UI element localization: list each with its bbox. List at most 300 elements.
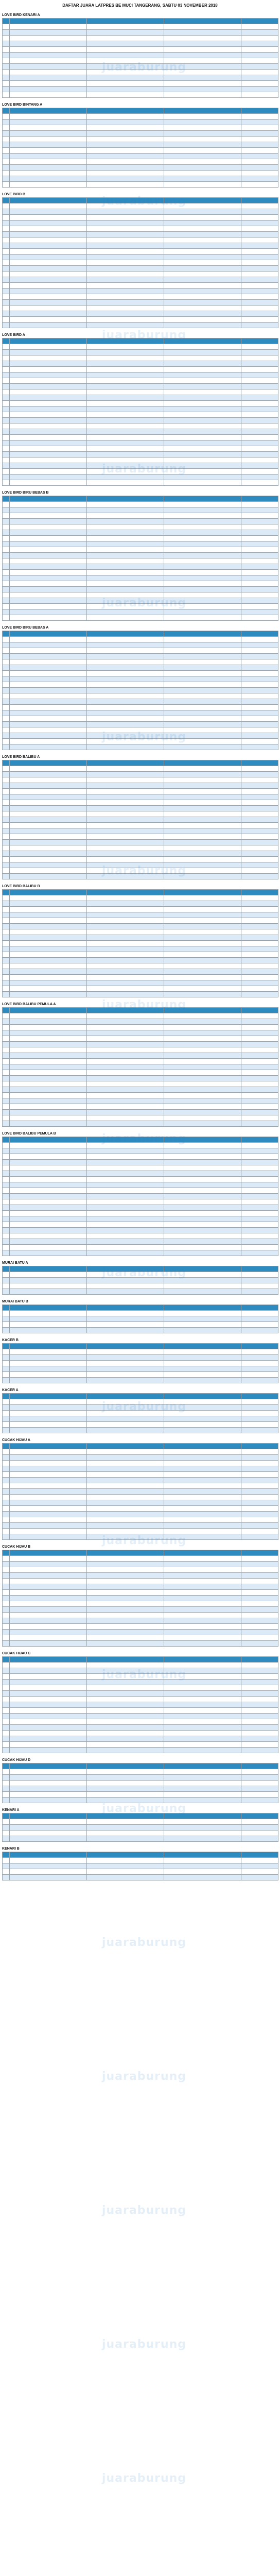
table-cell <box>10 727 87 733</box>
table-cell <box>241 1500 278 1506</box>
table-cell <box>10 154 87 159</box>
table-cell <box>10 1019 87 1025</box>
table-cell <box>3 705 10 710</box>
table-header-row <box>3 1444 278 1449</box>
table-cell <box>164 277 241 283</box>
table-cell <box>164 1769 241 1775</box>
table-cell <box>87 209 164 215</box>
table-cell <box>241 24 278 30</box>
table-row <box>3 941 278 946</box>
table-cell <box>87 637 164 642</box>
header-cell <box>241 1764 278 1769</box>
table-cell <box>10 423 87 429</box>
table-cell <box>241 260 278 266</box>
watermark-text: juaraburung <box>101 1802 187 1815</box>
table-cell <box>10 1087 87 1093</box>
table-cell <box>87 125 164 131</box>
table-row <box>3 1064 278 1070</box>
table-row <box>3 1311 278 1316</box>
table-cell <box>241 733 278 739</box>
table-cell <box>241 868 278 874</box>
table-cell <box>87 806 164 811</box>
table-cell <box>164 137 241 142</box>
table-cell <box>164 1736 241 1742</box>
table-cell <box>3 519 10 524</box>
table-cell <box>87 963 164 969</box>
table-cell <box>3 1182 10 1188</box>
table-cell <box>87 1053 164 1059</box>
table-cell <box>164 266 241 272</box>
table-cell <box>164 558 241 564</box>
table-cell <box>3 1013 10 1019</box>
table-cell <box>241 1349 278 1355</box>
table-cell <box>87 148 164 154</box>
table-cell <box>241 648 278 654</box>
table-cell <box>241 895 278 901</box>
table-row <box>3 1630 278 1635</box>
results-section <box>2 884 278 997</box>
table-row <box>3 446 278 452</box>
table-cell <box>3 429 10 435</box>
table-cell <box>241 570 278 575</box>
table-cell <box>87 1349 164 1355</box>
table-cell <box>164 817 241 823</box>
table-cell <box>87 615 164 621</box>
table-cell <box>10 1361 87 1366</box>
table-cell <box>10 361 87 367</box>
table-cell <box>164 665 241 671</box>
table-cell <box>164 794 241 800</box>
table-cell <box>241 530 278 536</box>
table-cell <box>241 699 278 705</box>
table-cell <box>87 929 164 935</box>
table-row <box>3 598 278 604</box>
table-cell <box>10 323 87 328</box>
table-cell <box>164 1366 241 1372</box>
header-cell <box>87 760 164 766</box>
table-cell <box>3 36 10 41</box>
table-cell <box>10 800 87 806</box>
table-cell <box>164 1177 241 1182</box>
table-cell <box>10 47 87 53</box>
table-row <box>3 463 278 469</box>
table-header-row <box>3 890 278 895</box>
table-cell <box>10 693 87 699</box>
table-cell <box>10 474 87 480</box>
table-cell <box>241 1680 278 1685</box>
table-cell <box>164 604 241 609</box>
table-cell <box>3 874 10 879</box>
table-cell <box>164 941 241 946</box>
table-cell <box>3 727 10 733</box>
table-cell <box>241 1731 278 1736</box>
table-cell <box>3 1328 10 1333</box>
table-cell <box>241 1512 278 1517</box>
table-cell <box>10 963 87 969</box>
table-cell <box>241 615 278 621</box>
table-cell <box>10 958 87 963</box>
table-row <box>3 148 278 154</box>
table-cell <box>10 1194 87 1199</box>
table-row <box>3 963 278 969</box>
header-cell <box>241 1344 278 1349</box>
table-cell <box>3 1064 10 1070</box>
table-cell <box>10 306 87 311</box>
table-cell <box>87 1567 164 1573</box>
table-cell <box>10 564 87 570</box>
table-cell <box>3 1272 10 1278</box>
table-cell <box>3 1070 10 1076</box>
table-cell <box>241 772 278 777</box>
table-cell <box>164 300 241 306</box>
table-cell <box>87 587 164 592</box>
table-cell <box>164 294 241 300</box>
table-cell <box>3 384 10 389</box>
table-row <box>3 1562 278 1567</box>
table-cell <box>87 1691 164 1697</box>
table-cell <box>241 766 278 772</box>
table-cell <box>3 480 10 486</box>
table-cell <box>87 840 164 845</box>
table-cell <box>10 1076 87 1081</box>
table-cell <box>87 1025 164 1030</box>
table-cell <box>87 289 164 294</box>
table-cell <box>10 401 87 406</box>
table-cell <box>87 446 164 452</box>
table-cell <box>164 435 241 440</box>
table-cell <box>10 1081 87 1087</box>
table-cell <box>87 648 164 654</box>
table-cell <box>3 1573 10 1579</box>
table-cell <box>3 87 10 92</box>
table-cell <box>10 350 87 355</box>
table-cell <box>10 1115 87 1121</box>
table-cell <box>87 1272 164 1278</box>
table-cell <box>241 980 278 986</box>
table-row <box>3 1489 278 1495</box>
table-row <box>3 1736 278 1742</box>
table-cell <box>3 182 10 188</box>
table-cell <box>10 1121 87 1127</box>
table-cell <box>10 457 87 463</box>
header-cell <box>3 1266 10 1272</box>
table-cell <box>10 1590 87 1596</box>
table-cell <box>241 1489 278 1495</box>
table-cell <box>241 289 278 294</box>
table-cell <box>164 587 241 592</box>
table-row <box>3 642 278 648</box>
table-cell <box>164 1579 241 1584</box>
table-cell <box>87 440 164 446</box>
section-title: MURAI BATU A <box>2 1261 28 1265</box>
table-cell <box>10 1405 87 1411</box>
table-cell <box>164 1278 241 1283</box>
table-cell <box>10 513 87 519</box>
table-cell <box>241 1691 278 1697</box>
table-cell <box>87 1697 164 1702</box>
table-cell <box>87 1316 164 1322</box>
table-cell <box>241 1378 278 1383</box>
table-cell <box>241 1245 278 1250</box>
table-cell <box>10 1489 87 1495</box>
table-cell <box>3 1702 10 1708</box>
table-cell <box>10 1455 87 1461</box>
table-cell <box>10 1205 87 1211</box>
table-cell <box>164 581 241 587</box>
table-cell <box>241 1405 278 1411</box>
table-cell <box>3 969 10 975</box>
table-cell <box>3 215 10 221</box>
table-cell <box>241 1165 278 1171</box>
table-cell <box>3 1478 10 1483</box>
table-cell <box>164 1165 241 1171</box>
table-cell <box>87 452 164 457</box>
table-row <box>3 918 278 924</box>
table-cell <box>164 811 241 817</box>
table-cell <box>10 817 87 823</box>
table-cell <box>164 688 241 693</box>
table-cell <box>10 1506 87 1512</box>
table-cell <box>87 727 164 733</box>
table-cell <box>3 350 10 355</box>
results-section <box>2 490 278 621</box>
table-cell <box>10 1819 87 1825</box>
table-header-row <box>3 198 278 204</box>
table-cell <box>3 587 10 592</box>
table-cell <box>241 92 278 98</box>
table-cell <box>164 311 241 317</box>
table-cell <box>241 114 278 120</box>
results-section <box>2 1131 278 1256</box>
table-cell <box>87 1534 164 1540</box>
table-cell <box>164 1272 241 1278</box>
table-cell <box>3 277 10 283</box>
table-cell <box>164 1831 241 1836</box>
table-row <box>3 794 278 800</box>
table-cell <box>164 935 241 941</box>
header-cell <box>241 1137 278 1143</box>
table-cell <box>3 323 10 328</box>
table-cell <box>3 682 10 688</box>
table-cell <box>87 1449 164 1455</box>
header-cell <box>3 108 10 114</box>
table-row <box>3 1781 278 1786</box>
table-cell <box>241 1110 278 1115</box>
table-cell <box>3 935 10 941</box>
table-cell <box>241 862 278 868</box>
table-cell <box>164 1399 241 1405</box>
table-cell <box>3 452 10 457</box>
table-cell <box>241 277 278 283</box>
table-cell <box>3 1245 10 1250</box>
table-cell <box>164 1567 241 1573</box>
table-cell <box>3 1562 10 1567</box>
table-cell <box>10 1500 87 1506</box>
table-cell <box>241 946 278 952</box>
table-row <box>3 845 278 851</box>
table-cell <box>241 963 278 969</box>
table-row <box>3 1272 278 1278</box>
table-cell <box>164 480 241 486</box>
table-cell <box>241 87 278 92</box>
table-cell <box>241 1786 278 1792</box>
table-cell <box>10 70 87 75</box>
table-cell <box>241 1624 278 1630</box>
table-cell <box>241 1316 278 1322</box>
table-cell <box>10 1160 87 1165</box>
table-cell <box>87 1863 164 1869</box>
table-row <box>3 1143 278 1148</box>
table-cell <box>87 524 164 530</box>
table-cell <box>241 137 278 142</box>
table-cell <box>3 1316 10 1322</box>
table-header-row <box>3 496 278 502</box>
table-cell <box>3 1205 10 1211</box>
table-cell <box>87 70 164 75</box>
table-cell <box>87 24 164 30</box>
table-cell <box>3 1863 10 1869</box>
table-cell <box>3 665 10 671</box>
table-cell <box>3 1366 10 1372</box>
table-row <box>3 733 278 739</box>
table-cell <box>241 564 278 570</box>
table-row <box>3 1691 278 1697</box>
section-title: CUCAK HIJAU A <box>2 1438 30 1442</box>
table-row <box>3 120 278 125</box>
table-cell <box>10 344 87 350</box>
table-cell <box>3 266 10 272</box>
table-cell <box>87 817 164 823</box>
table-cell <box>164 1428 241 1433</box>
header-cell <box>3 1550 10 1556</box>
table-cell <box>241 992 278 997</box>
table-cell <box>87 1500 164 1506</box>
table-cell <box>87 654 164 659</box>
table-cell <box>3 1601 10 1607</box>
table-row <box>3 311 278 317</box>
table-cell <box>87 53 164 58</box>
table-row <box>3 682 278 688</box>
table-cell <box>3 1731 10 1736</box>
table-cell <box>3 1584 10 1590</box>
table-cell <box>3 604 10 609</box>
results-section <box>2 625 278 750</box>
table-cell <box>87 777 164 783</box>
table-cell <box>87 58 164 64</box>
table-cell <box>164 1478 241 1483</box>
table-row <box>3 294 278 300</box>
table-cell <box>3 1523 10 1529</box>
table-cell <box>10 530 87 536</box>
table-cell <box>241 1228 278 1233</box>
table-cell <box>87 671 164 676</box>
table-row <box>3 1177 278 1182</box>
table-cell <box>164 716 241 722</box>
table-cell <box>87 1165 164 1171</box>
header-cell <box>3 760 10 766</box>
table-row <box>3 41 278 47</box>
table-cell <box>87 1584 164 1590</box>
results-table <box>2 1813 278 1842</box>
table-cell <box>10 1736 87 1742</box>
table-cell <box>87 1748 164 1753</box>
table-cell <box>3 1211 10 1216</box>
table-row <box>3 1875 278 1880</box>
table-cell <box>164 727 241 733</box>
table-cell <box>164 693 241 699</box>
table-cell <box>3 564 10 570</box>
table-cell <box>241 1635 278 1641</box>
table-cell <box>87 828 164 834</box>
table-cell <box>241 1416 278 1422</box>
table-cell <box>3 598 10 604</box>
table-cell <box>164 30 241 36</box>
table-cell <box>164 1590 241 1596</box>
table-cell <box>10 255 87 260</box>
table-cell <box>3 840 10 845</box>
table-cell <box>10 609 87 615</box>
table-cell <box>87 418 164 423</box>
table-cell <box>241 300 278 306</box>
table-cell <box>164 609 241 615</box>
header-cell <box>3 1137 10 1143</box>
table-cell <box>164 1013 241 1019</box>
table-cell <box>164 389 241 395</box>
table-cell <box>164 862 241 868</box>
table-cell <box>10 688 87 693</box>
table-cell <box>87 958 164 963</box>
table-cell <box>164 1725 241 1731</box>
table-cell <box>87 1250 164 1256</box>
table-row <box>3 1863 278 1869</box>
table-cell <box>87 1428 164 1433</box>
table-cell <box>3 800 10 806</box>
table-cell <box>10 1478 87 1483</box>
table-row <box>3 935 278 941</box>
table-cell <box>3 1194 10 1199</box>
table-cell <box>164 789 241 794</box>
table-cell <box>3 536 10 541</box>
table-cell <box>87 215 164 221</box>
table-row <box>3 1731 278 1736</box>
table-cell <box>87 412 164 418</box>
table-row <box>3 1188 278 1194</box>
table-cell <box>164 1216 241 1222</box>
table-cell <box>87 969 164 975</box>
table-cell <box>10 1272 87 1278</box>
table-cell <box>241 1573 278 1579</box>
table-cell <box>164 615 241 621</box>
table-row <box>3 1500 278 1506</box>
table-row <box>3 1030 278 1036</box>
header-cell <box>10 108 87 114</box>
results-section <box>2 102 278 188</box>
table-cell <box>241 783 278 789</box>
table-cell <box>241 1455 278 1461</box>
table-cell <box>164 929 241 935</box>
table-row <box>3 1641 278 1647</box>
table-cell <box>10 1858 87 1863</box>
table-cell <box>87 1613 164 1618</box>
table-cell <box>87 592 164 598</box>
table-row <box>3 1708 278 1714</box>
table-cell <box>241 975 278 980</box>
table-cell <box>87 895 164 901</box>
table-cell <box>10 907 87 912</box>
table-cell <box>3 570 10 575</box>
table-cell <box>3 1624 10 1630</box>
table-cell <box>3 1378 10 1383</box>
